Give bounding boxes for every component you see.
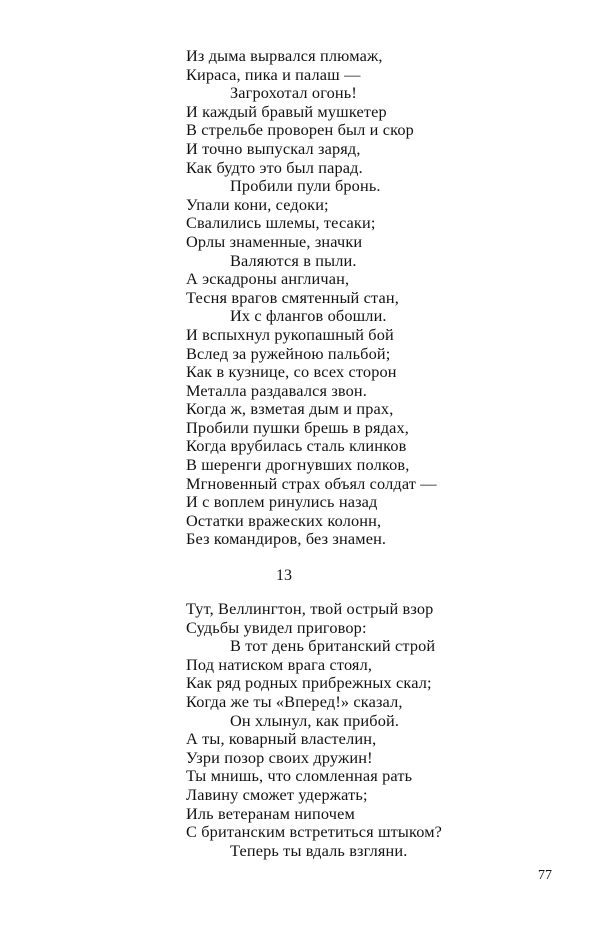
poem-line: А эскадроны англичан,: [186, 269, 350, 289]
poem-stanza: [186, 47, 437, 549]
poem-stanza: [186, 600, 442, 860]
poem-line: Мгновенный страх объял солдат —: [186, 473, 437, 493]
poem-line: И точно выпускал заряд,: [186, 138, 361, 158]
poem-line: Ты мнишь, что сломленная рать: [186, 766, 413, 786]
poem-line: Тесня врагов смятенный стан,: [186, 287, 399, 307]
poem-line-indented: Он хлынул, как прибой.: [230, 710, 400, 730]
poem-line: Упали кони, седоки;: [186, 194, 329, 214]
poem-line: С британским встретиться штыком?: [186, 822, 443, 842]
poem-line: Как будто это был парад.: [186, 157, 363, 177]
poem-line: И вспыхнул рукопашный бой: [186, 324, 394, 344]
poem-line-indented: Теперь ты вдаль взгляни.: [230, 840, 408, 860]
poem-line-indented: Пробили пули бронь.: [230, 176, 381, 196]
poem-line-indented: Их с флангов обошли.: [230, 306, 387, 326]
poem-line: Иль ветеранам нипочем: [186, 803, 355, 823]
poem-line: Свалились шлемы, тесаки;: [186, 213, 376, 233]
page-number: 77: [538, 868, 552, 883]
section-number: 13: [276, 567, 292, 584]
poem-line: Остатки вражеских колонн,: [186, 510, 382, 530]
poem-line: В шеренги дрогнувших полков,: [186, 455, 410, 475]
poem-line: Как в кузнице, со всех сторон: [186, 362, 397, 382]
poem-line: А ты, коварный властелин,: [186, 729, 377, 749]
poem-line: Лавину сможет удержать;: [186, 784, 368, 804]
poem-line: Как ряд родных прибрежных скал;: [186, 673, 432, 693]
poem-line-indented: В тот день британский строй: [230, 636, 436, 656]
poem-line: Вслед за ружейною пальбой;: [186, 343, 391, 363]
poem-line: Металла раздавался звон.: [186, 380, 368, 400]
poem-line-indented: Валяются в пыли.: [230, 250, 357, 270]
poem-line: Без командиров, без знамен.: [186, 529, 387, 549]
poem-line: В стрельбе проворен был и скор: [186, 120, 414, 140]
poem-line: И с воплем ринулись назад: [186, 492, 378, 512]
poem-line: Когда ж, взметая дым и прах,: [186, 399, 394, 419]
poem-line: Узри позор своих дружин!: [186, 747, 373, 767]
poem-line: Орлы знаменные, значки: [186, 231, 363, 251]
poem-line: Когда врубилась сталь клинков: [186, 436, 407, 456]
poem-line: Из дыма вырвался плюмаж,: [186, 46, 383, 65]
poem-line: И каждый бравый мушкетер: [186, 101, 387, 121]
poem-line: Судьбы увидел приговор:: [186, 617, 367, 637]
poem-line: Тут, Веллингтон, твой острый взор: [186, 599, 434, 618]
poem-line-indented: Загрохотал огонь!: [230, 83, 357, 103]
poem-line: Когда же ты «Вперед!» сказал,: [186, 691, 403, 711]
poem-line: Под натиском врага стоял,: [186, 654, 373, 674]
poem-line: Пробили пушки брешь в рядах,: [186, 417, 410, 437]
poem-line: Кираса, пика и палаш —: [186, 64, 361, 84]
